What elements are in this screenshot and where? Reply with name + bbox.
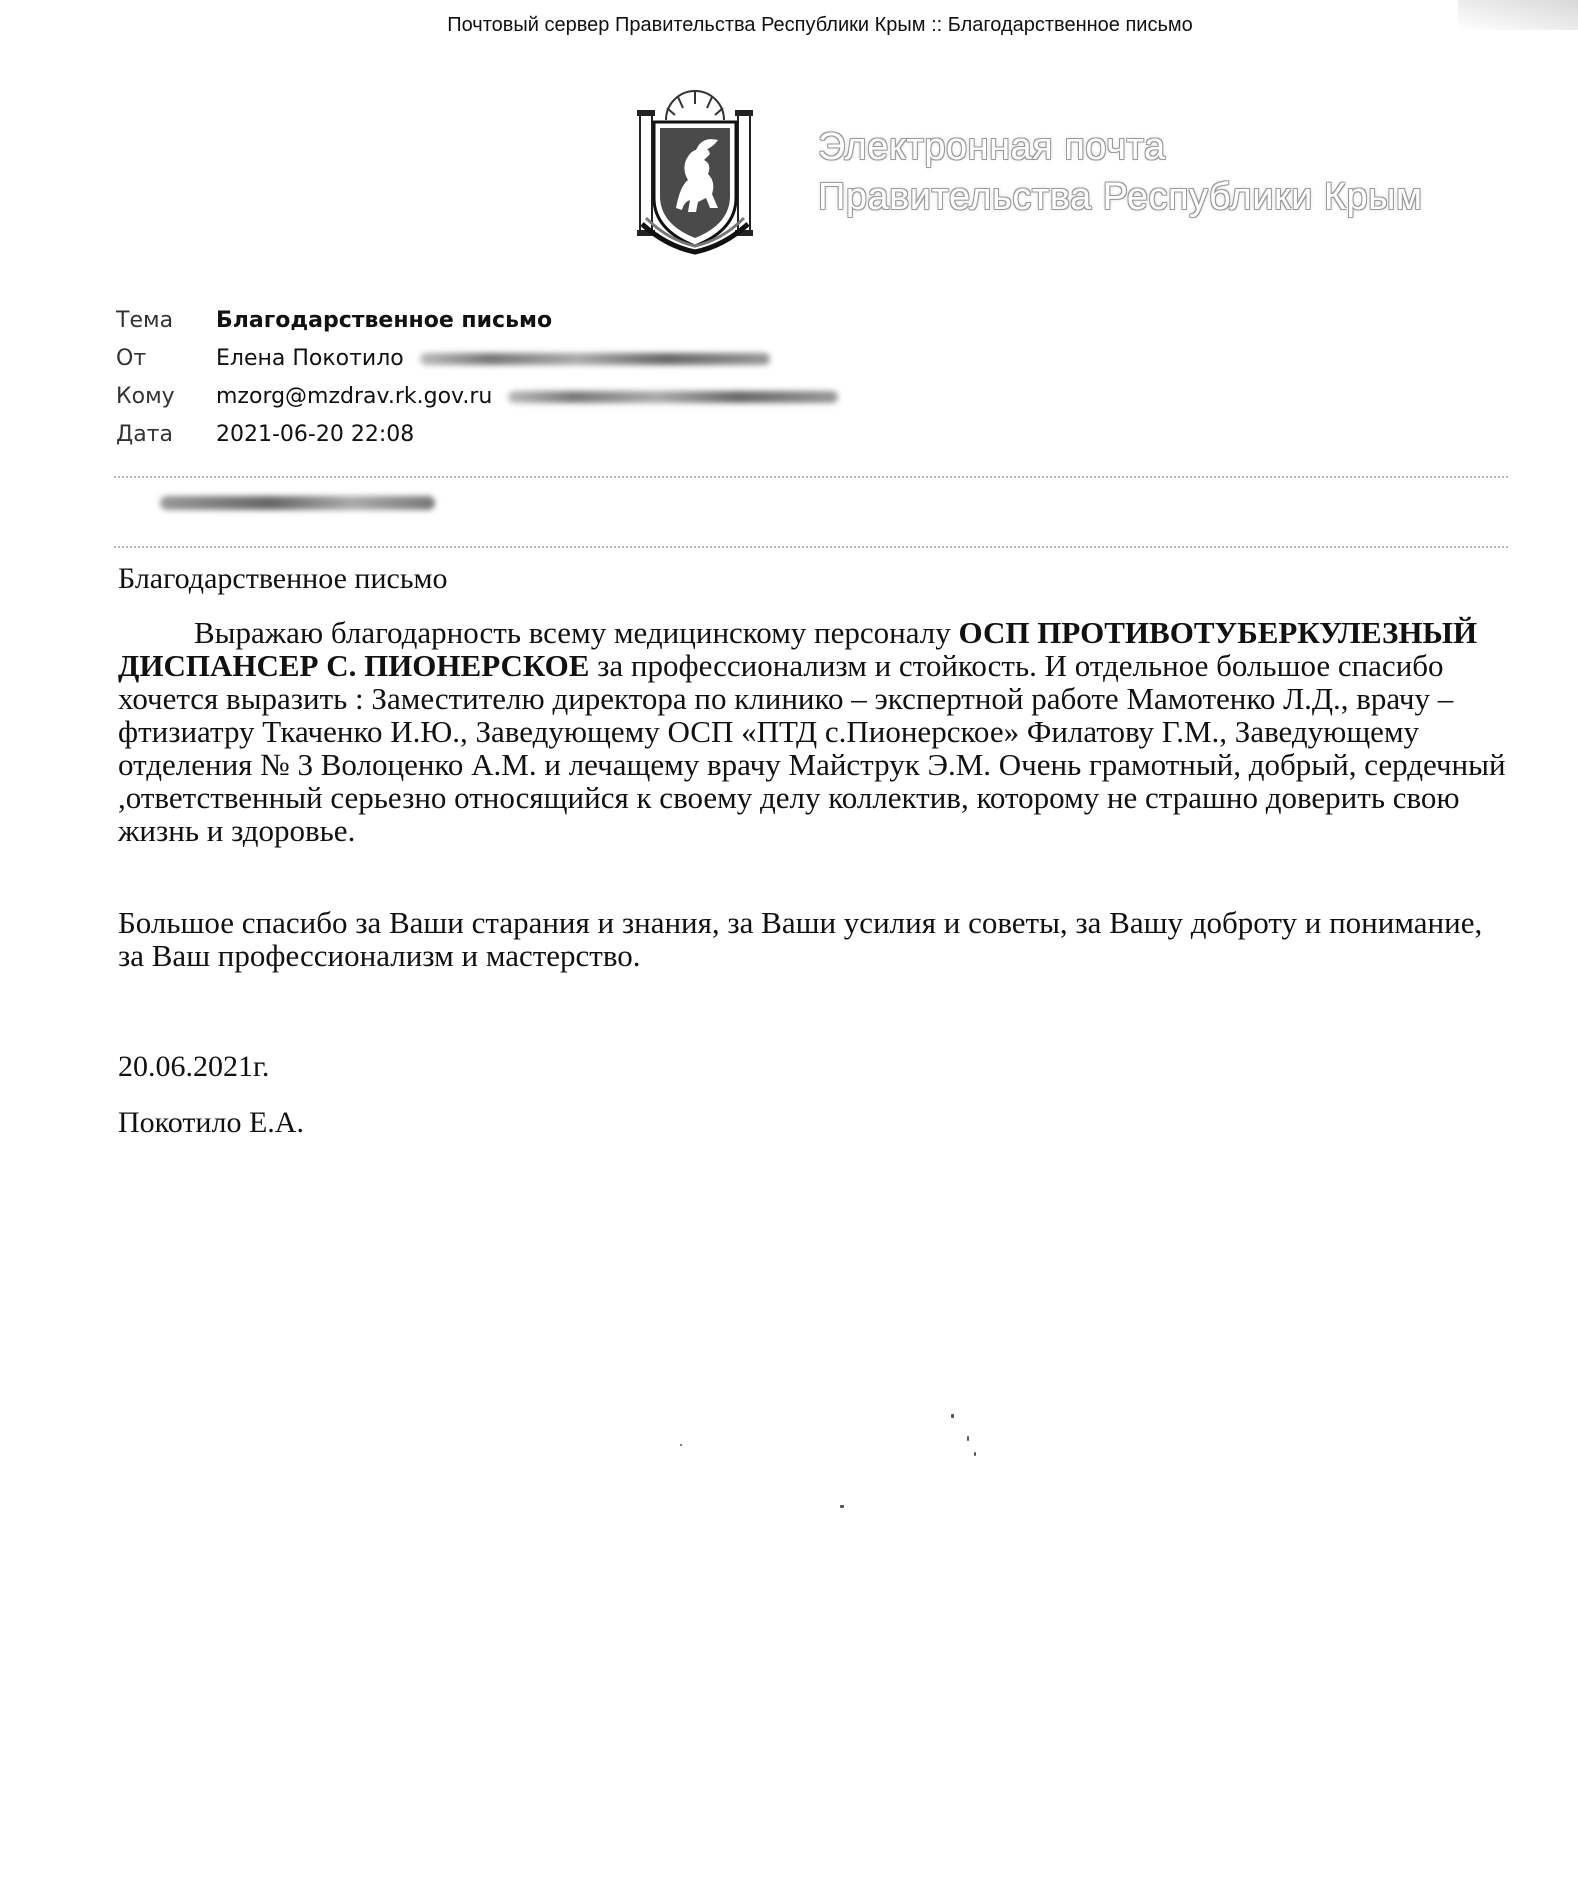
brand-line-1: Электронная почта bbox=[818, 126, 1166, 168]
redacted-email bbox=[420, 353, 770, 365]
date-value: 2021-06-20 22:08 bbox=[216, 422, 415, 447]
p1-rest: за профессионализм и стойкость. И отдельное большое спасибо хочется выразить : Заместителю директора по клинико – экспертной работе Мамотенко Л.Д., врачу – фтизиатру Ткаченко И.Ю., Заведующему ОСП «ПТД с.Пионерское» Филатову Г.М., Заведующему отделения № 3 Волоценко А.М. и лечащему врачу Майструк Э.М. Очень грамотный, добрый, сердечный ,ответственный серьезно относящийся к своему делу коллектив, которому не страшно доверить свою жизнь и здоровье. bbox=[118, 648, 1506, 848]
letter-paragraph-1 bbox=[118, 616, 1510, 847]
letter-date: 20.06.2021г. bbox=[118, 1050, 270, 1083]
subject-value: Благодарственное письмо bbox=[216, 308, 553, 333]
letter-heading: Благодарственное письмо bbox=[118, 562, 448, 595]
crimea-coat-of-arms-logo bbox=[636, 90, 754, 258]
scan-speck bbox=[951, 1414, 954, 1418]
from-label: От bbox=[116, 346, 147, 371]
scan-speck bbox=[840, 1505, 844, 1508]
subject-label: Тема bbox=[116, 308, 174, 333]
brand-line-2: Правительства Республики Крым bbox=[818, 176, 1423, 218]
print-header-text: Почтовый сервер Правительства Республики Крым :: Благодарственное письмо bbox=[447, 14, 1193, 36]
scan-speck bbox=[680, 1444, 682, 1446]
mail-brand-title bbox=[818, 122, 1423, 222]
scan-speck bbox=[974, 1452, 976, 1456]
to-value: mzorg@mzdrav.rk.gov.ru bbox=[216, 384, 493, 409]
from-value-wrap bbox=[216, 346, 770, 371]
letter-signature: Покотило Е.А. bbox=[118, 1106, 304, 1139]
redacted-email bbox=[508, 391, 838, 403]
scan-speck bbox=[967, 1436, 969, 1441]
divider bbox=[114, 546, 1508, 548]
to-value-wrap bbox=[216, 384, 838, 409]
from-value: Елена Покотило bbox=[216, 346, 404, 371]
redacted-attachment bbox=[160, 496, 435, 510]
to-label: Кому bbox=[116, 384, 175, 409]
divider bbox=[114, 476, 1508, 478]
letter-paragraph-2: Большое спасибо за Ваши старания и знания, за Ваши усилия и советы, за Вашу доброту и понимание, за Ваш профессионализм и мастерство. bbox=[118, 905, 1483, 973]
coat-of-arms-icon bbox=[636, 90, 754, 258]
date-label: Дата bbox=[116, 422, 173, 447]
p1-start: Выражаю благодарность всему медицинскому персоналу bbox=[194, 615, 959, 650]
print-header bbox=[0, 14, 1578, 37]
p1-organization: ОСП ПРОТИВОТУБЕРКУЛЕЗНЫЙ ДИСПАНСЕР С. ПИОНЕРСКОЕ bbox=[118, 615, 1478, 683]
